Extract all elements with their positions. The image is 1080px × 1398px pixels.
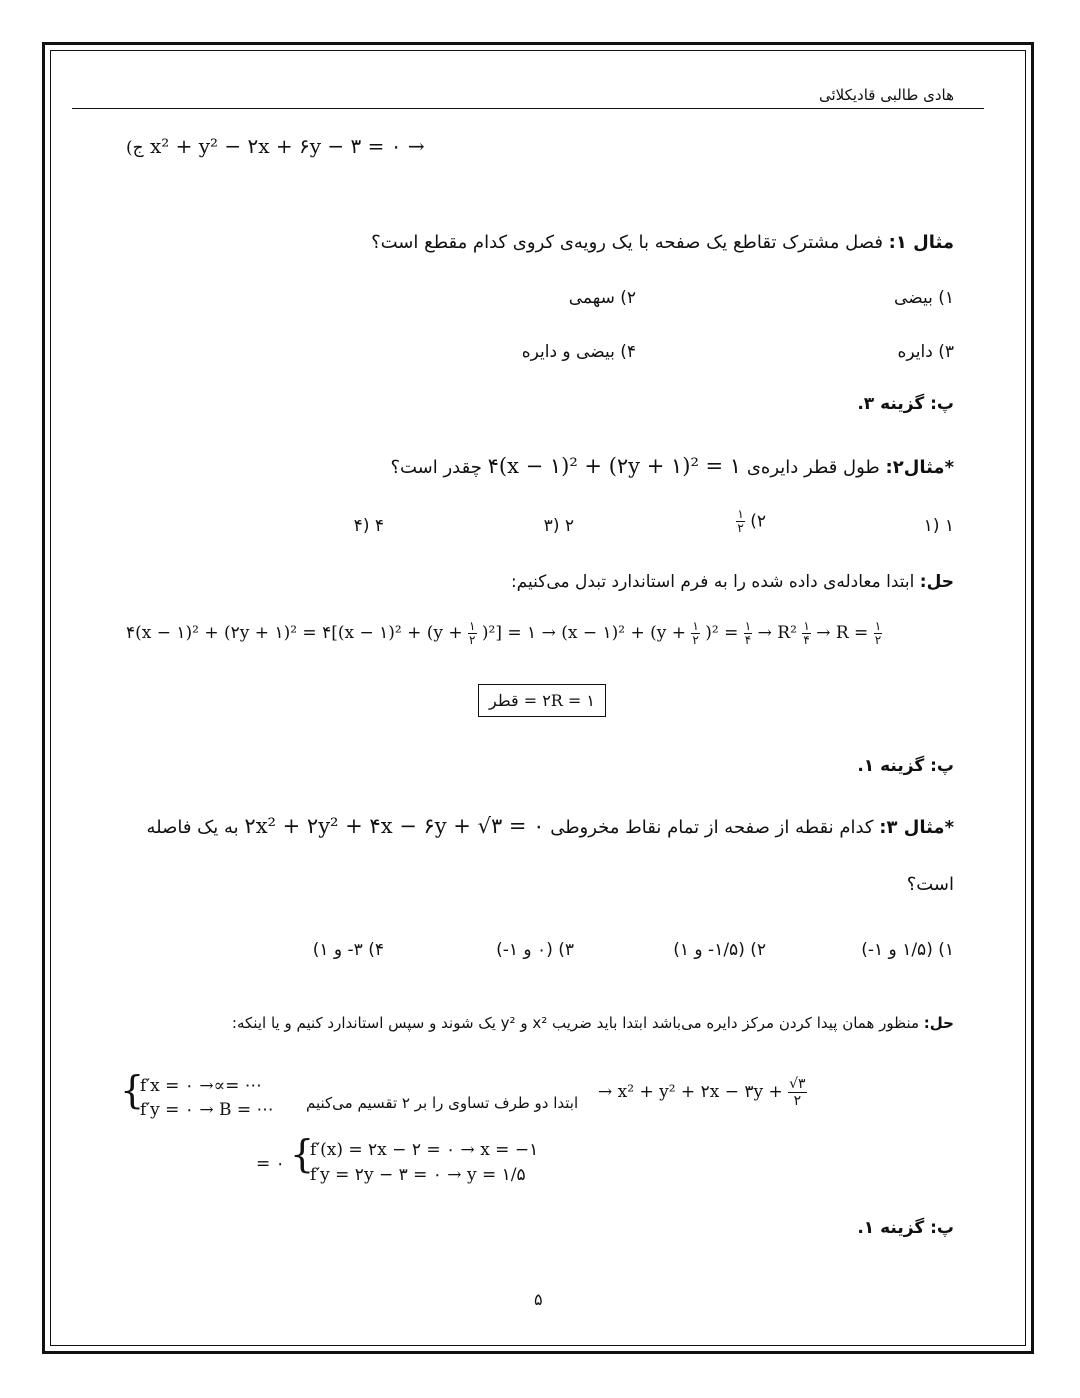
- ex1-option-1: ۱) بیضی: [894, 288, 954, 308]
- ex2-option-4: ۴ (۴: [353, 516, 384, 536]
- example-3-title: *مثال ۳:: [879, 817, 954, 838]
- example-1-title: مثال ۱:: [888, 232, 954, 253]
- example-2-title: *مثال۲:: [885, 457, 954, 478]
- system-2: f′(x) = ۲x − ۲ = ۰ → x = −۱ f′y = ۲y − ۳ = ۰ → y = ۱/۵: [310, 1140, 539, 1185]
- ex2-answer: پ: گزینه ۱.: [857, 756, 954, 776]
- frac-half-3: $\frac{۱}{۲}$: [874, 619, 882, 647]
- ex2-option-2: ۲) $\frac{۱}{۲}$: [737, 507, 766, 535]
- ex1-option-2: ۲) سهمی: [568, 288, 636, 308]
- example-2-equation: ۴(x − ۱)² + (۲y + ۱)² = ۱: [487, 454, 742, 478]
- frac-half-1: $\frac{۱}{۲}$: [469, 619, 476, 647]
- example-2-text-post: چقدر است؟: [390, 457, 482, 478]
- ex2-option-3: ۲ (۳: [543, 516, 574, 536]
- ex2-option-2-fraction: $\frac{۱}{۲}$: [737, 507, 744, 535]
- frac-quarter-1: $\frac{۱}{۴}$: [744, 619, 752, 647]
- example-1-text: فصل مشترک تقاطع یک صفحه با یک رویه‌ی کروی کدام مقطع است؟: [371, 232, 883, 253]
- sqrt3-over-2: $\frac{√۳}{۲}$: [789, 1076, 806, 1109]
- example-3-text-pre: کدام نقطه از صفحه از تمام نقاط مخروطی: [550, 817, 874, 838]
- example-2-text-pre: طول قطر دایره‌ی: [746, 457, 880, 478]
- example-1-question: [371, 232, 954, 253]
- system-2-brace: {: [290, 1132, 315, 1176]
- example-3-equation: ۲x² + ۲y² + ۴x − ۶y + √۳ = ۰: [244, 814, 545, 838]
- ex2-solution-text: ابتدا معادله‌ی داده شده را به فرم استاندارد تبدل می‌کنیم:: [510, 572, 915, 592]
- system-1-brace: {: [120, 1068, 145, 1112]
- system-1: f′x = ۰ →∝= ⋯ f′y = ۰ → B = ⋯: [140, 1076, 274, 1120]
- ex2-solution: [511, 572, 954, 592]
- ex3-solution-text: منظور همان پیدا کردن مرکز دایره می‌باشد ابتدا باید ضریب x² و y² یک شوند و سپس استاندارد کنیم و یا اینکه:: [231, 1014, 920, 1032]
- example-3-question-line2: است؟: [906, 874, 954, 895]
- ex1-option-4: ۴) بیضی و دایره: [521, 342, 636, 362]
- page-number: ۵: [534, 1290, 543, 1309]
- frac-half-2: $\frac{۱}{۲}$: [692, 619, 699, 647]
- top-equation: x² + y² − ۲x + ۶y − ۳ = ۰ →: [149, 134, 425, 158]
- ex3-divided-equation: → x² + y² + ۲x − ۳y + $\frac{√۳}{۲}$: [598, 1076, 806, 1109]
- ex3-solution: [232, 1014, 954, 1032]
- frac-quarter-2: $\frac{۱}{۴}$: [803, 619, 810, 647]
- ex1-answer: پ: گزینه ۳.: [857, 394, 954, 414]
- top-equation-line: [126, 134, 425, 158]
- equals-zero: = ۰: [256, 1154, 285, 1174]
- example-3-question: [146, 814, 954, 838]
- header-rule: [72, 108, 984, 109]
- author-header: هادی طالبی قادیکلائی: [818, 86, 954, 104]
- ex2-standard-form-equation: ۴(x − ۱)² + (۲y + ۱)² = ۴[(x − ۱)² + (y + $\frac{۱}{۲}$ )²] = ۱ → (x − ۱)² + (y + $\frac{۱}{۲}$ )² = $\frac{۱}{۴}$ → R² $\frac{۱}{۴}$ → R = $\frac{۱}{۲}$: [126, 619, 882, 647]
- diameter-result-box: ۱ = ۲R = قطر: [478, 684, 606, 717]
- item-label: ج): [126, 138, 144, 158]
- example-2-question: [390, 454, 954, 478]
- divide-instruction: ابتدا دو طرف تساوی را بر ۲ تقسیم می‌کنیم: [306, 1094, 579, 1112]
- ex1-option-3: ۳) دایره: [897, 342, 954, 362]
- example-3-text-post: به یک فاصله: [146, 817, 239, 838]
- ex3-option-1: ۱) (۱/۵ و ۱-): [861, 940, 954, 960]
- ex3-option-2: ۲) (۱/۵- و ۱): [673, 940, 766, 960]
- ex2-option-1: ۱ (۱: [923, 516, 954, 536]
- ex3-answer: پ: گزینه ۱.: [857, 1218, 954, 1238]
- ex2-solution-label: حل:: [919, 572, 954, 592]
- ex3-option-3: ۳) (۰ و ۱-): [496, 940, 574, 960]
- ex3-solution-label: حل:: [923, 1014, 954, 1032]
- ex3-option-4: ۴) ۳- و ۱): [312, 940, 384, 960]
